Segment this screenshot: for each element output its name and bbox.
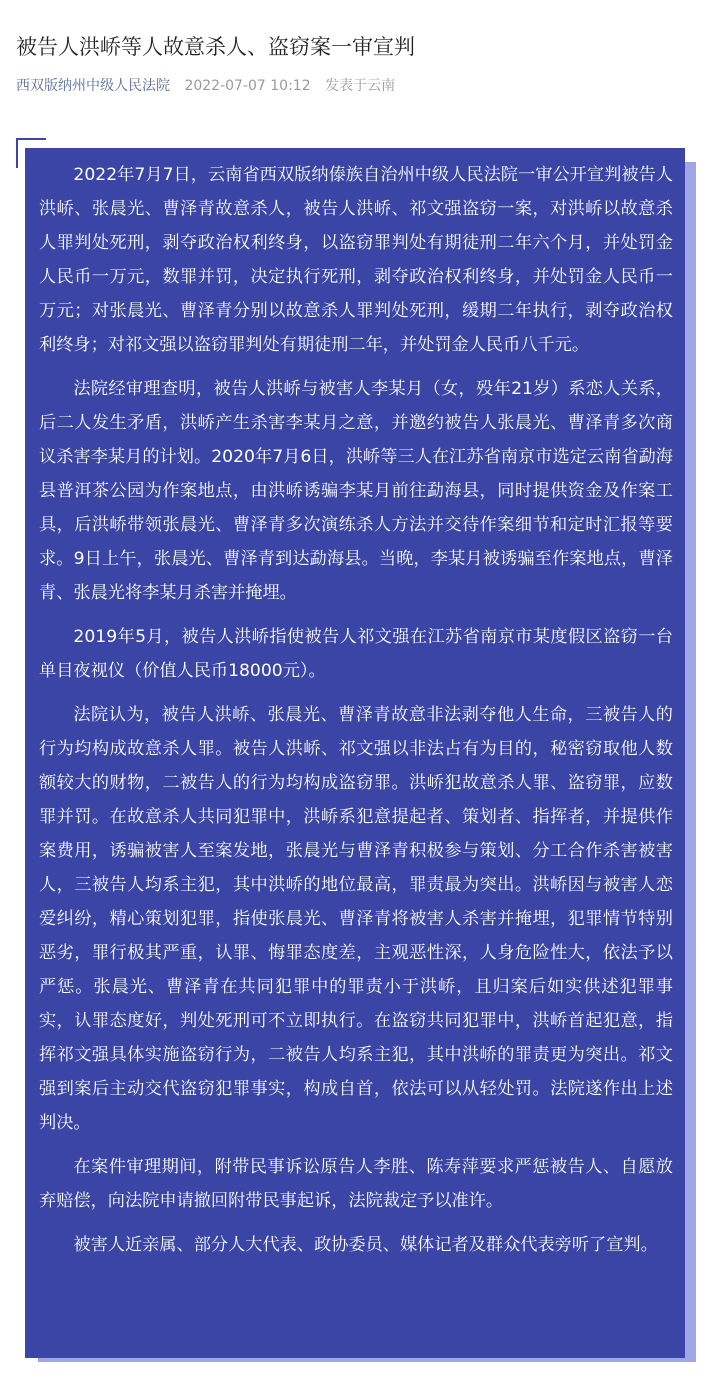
paragraph-facts: 法院经审理查明，被告人洪峤与被害人李某月（女，殁年21岁）系恋人关系，后二人发生矛盾，洪峤产生杀害李某月之意，并邀约被告人张晨光、曹泽青多次商议杀害李某月的计划。2020年7月6日，洪峤等三人在江苏省南京市选定云南省勐海县普洱茶公园为作案地点，由洪峤诱骗李某月前往勐海县，同时提供资金及作案工具，后洪峤带领张晨光、曹泽青多次演练杀人方法并交待作案细节和定时汇报等要求。9日上午，张晨光、曹泽青到达勐海县。当晚，李某月被诱骗至作案地点，曹泽青、张晨光将李某月杀害并掩埋。 [39,379,673,603]
paragraph-verdict: 2022年7月7日，云南省西双版纳傣族自治州中级人民法院一审公开宣判被告人洪峤、张晨光、曹泽青故意杀人，被告人洪峤、祁文强盗窃一案，对洪峤以故意杀人罪判处死刑，剥夺政治权利终身，以盗窃罪判处有期徒刑二年六个月，并处罚金人民币一万元，数罪并罚，决定执行死刑，剥夺政治权利终身，并处罚金人民币一万元；对张晨光、曹泽青分别以故意杀人罪判处死刑，缓期二年执行，剥夺政治权利终身；对祁文强以盗窃罪判处有期徒刑二年，并处罚金人民币八千元。 [39,165,673,355]
paragraph-civil-suit: 在案件审理期间，附带民事诉讼原告人李胜、陈寿萍要求严惩被告人、自愿放弃赔偿，向法院申请撤回附带民事起诉，法院裁定予以准许。 [39,1157,673,1211]
article-source-link[interactable]: 西双版纳州中级人民法院 [16,78,170,94]
article-meta [16,76,395,96]
paragraph-attendance: 被害人近亲属、部分人大代表、政协委员、媒体记者及群众代表旁听了宣判。 [73,1235,658,1255]
article-body-box [25,148,685,1358]
article-datetime: 2022-07-07 10:12 [184,78,311,94]
article-title: 被告人洪峤等人故意杀人、盗窃案一审宣判 [16,35,415,59]
article-location: 发表于云南 [325,78,396,94]
paragraph-court-opinion: 法院认为，被告人洪峤、张晨光、曹泽青故意非法剥夺他人生命，三被告人的行为均构成故意杀人罪。被告人洪峤、祁文强以非法占有为目的，秘密窃取他人数额较大的财物，二被告人的行为均构成盗窃罪。洪峤犯故意杀人罪、盗窃罪，应数罪并罚。在故意杀人共同犯罪中，洪峤系犯意提起者、策划者、指挥者，并提供作案费用，诱骗被害人至案发地，张晨光与曹泽青积极参与策划、分工合作杀害被害人，三被告人均系主犯，其中洪峤的地位最高，罪责最为突出。洪峤因与被害人恋爱纠纷，精心策划犯罪，指使张晨光、曹泽青将被害人杀害并掩埋，犯罪情节特别恶劣，罪行极其严重，认罪、悔罪态度差，主观恶性深，人身危险性大，依法予以严惩。张晨光、曹泽青在共同犯罪中的罪责小于洪峤，且归案后如实供述犯罪事实，认罪态度好，判处死刑可不立即执行。在盗窃共同犯罪中，洪峤首起犯意，指挥祁文强具体实施盗窃行为，二被告人均系主犯，其中洪峤的罪责更为突出。祁文强到案后主动交代盗窃犯罪事实，构成自首，依法可以从轻处罚。法院遂作出上述判决。 [39,705,673,1133]
paragraph-theft: 2019年5月，被告人洪峤指使被告人祁文强在江苏省南京市某度假区盗窃一台单目夜视仪（价值人民币18000元）。 [39,627,673,681]
